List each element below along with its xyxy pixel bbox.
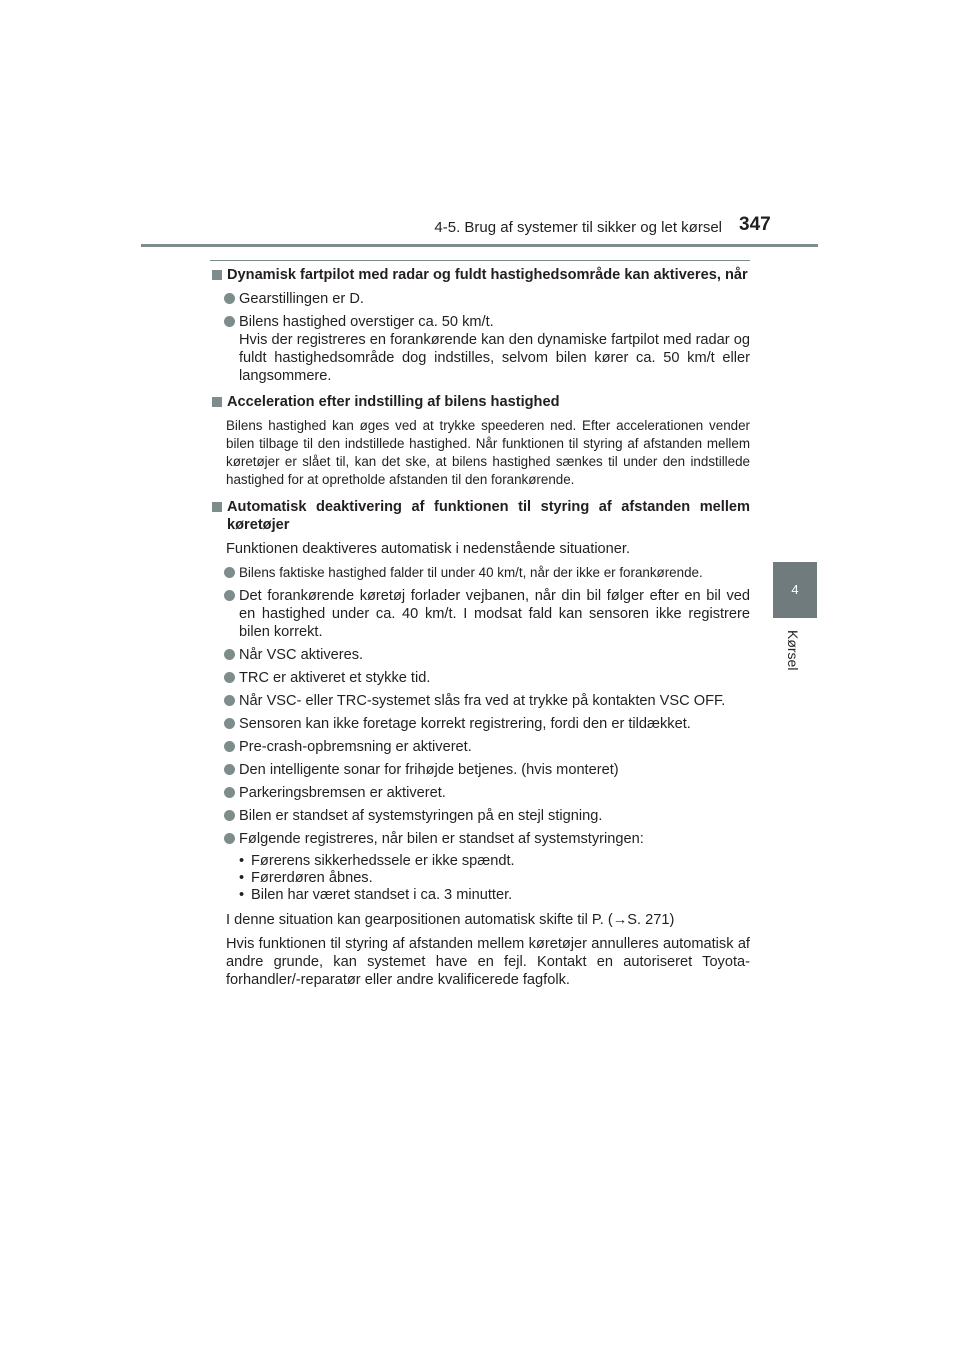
- circle-bullet-icon: [224, 833, 235, 844]
- list-item: Når VSC aktiveres.: [210, 646, 750, 664]
- circle-bullet-icon: [224, 787, 235, 798]
- closing-paragraph: Hvis funktionen til styring af afstanden mellem køretøjer annulleres automatisk af andre grunde, kan systemet have en fejl. Kontakt en autoriseret Toyota-forhandler/-reparatør eller andre kvalificerede fagfolk.: [226, 936, 750, 988]
- dot-marker-icon: •: [239, 853, 245, 869]
- section-heading: Acceleration efter indstilling af bilens hastighed: [210, 393, 750, 411]
- page-content: [210, 266, 750, 995]
- list-item: Når VSC- eller TRC-systemet slås fra ved at trykke på kontakten VSC OFF.: [210, 692, 750, 710]
- circle-bullet-icon: [224, 695, 235, 706]
- section-paragraph: Bilens hastighed kan øges ved at trykke speederen ned. Efter accelerationen vender bilen tilbage til den indstillede hastighed. Når funktionen til styring af afstanden mellem køretøjer er slået til, kan det ske, at bilens hastighed sænkes til under den indstillede hastighed for at opretholde afstanden til den forankørende.: [226, 418, 750, 487]
- section-intro: Funktionen deaktiveres automatisk i nedenstående situationer.: [226, 541, 631, 557]
- dot-marker-icon: •: [239, 887, 245, 903]
- circle-bullet-icon: [224, 316, 235, 327]
- circle-bullet-icon: [224, 293, 235, 304]
- square-bullet-icon: [212, 502, 222, 512]
- sub-list-item: • Bilen har været standset i ca. 3 minutter.: [239, 887, 513, 903]
- list-item: TRC er aktiveret et stykke tid.: [210, 669, 750, 687]
- closing-paragraph: I denne situation kan gearpositionen automatisk skifte til P. (→S. 271): [226, 912, 675, 928]
- list-item: Det forankørende køretøj forlader vejbanen, når din bil følger efter en bil ved en hastighed under ca. 40 km/t. I modsat fald kan sensoren ikke registrere bilen korrekt.: [210, 587, 750, 641]
- sub-list-item: • Førerens sikkerhedssele er ikke spændt.: [239, 853, 515, 869]
- circle-bullet-icon: [224, 672, 235, 683]
- circle-bullet-icon: [224, 741, 235, 752]
- list-item: Følgende registreres, når bilen er standset af systemstyringen:: [210, 830, 750, 848]
- content-divider: [210, 260, 750, 261]
- list-item: Bilens faktiske hastighed falder til under 40 km/t, når der ikke er forankørende.: [210, 564, 750, 582]
- list-item: Den intelligente sonar for frihøjde betjenes. (hvis monteret): [210, 761, 750, 779]
- circle-bullet-icon: [224, 718, 235, 729]
- sub-list-item: • Førerdøren åbnes.: [239, 870, 373, 886]
- page-number: 347: [739, 214, 771, 235]
- header-section-title: 4-5. Brug af systemer til sikker og let kørsel: [434, 219, 722, 236]
- chapter-label: Kørsel: [785, 630, 801, 671]
- circle-bullet-icon: [224, 649, 235, 660]
- sub-list: [210, 853, 750, 904]
- circle-bullet-icon: [224, 590, 235, 601]
- section-heading: Dynamisk fartpilot med radar og fuldt hastighedsområde kan aktiveres, når: [210, 266, 750, 284]
- square-bullet-icon: [212, 397, 222, 407]
- list-item: Gearstillingen er D.: [210, 290, 750, 308]
- list-item: Pre-crash-opbremsning er aktiveret.: [210, 738, 750, 756]
- square-bullet-icon: [212, 270, 222, 280]
- circle-bullet-icon: [224, 764, 235, 775]
- list-item: Bilens hastighed overstiger ca. 50 km/t. Hvis der registreres en forankørende kan den dynamiske fartpilot med radar og fuldt hastighedsområde dog indstilles, selvom bilen kører ca. 50 km/t eller langsommere.: [210, 313, 750, 385]
- list-item: Bilen er standset af systemstyringen på en stejl stigning.: [210, 807, 750, 825]
- chapter-tab: 4: [773, 562, 817, 618]
- list-item: Sensoren kan ikke foretage korrekt registrering, fordi den er tildækket.: [210, 715, 750, 733]
- list-item: Parkeringsbremsen er aktiveret.: [210, 784, 750, 802]
- circle-bullet-icon: [224, 810, 235, 821]
- header-divider: [141, 244, 818, 247]
- section-heading: Automatisk deaktivering af funktionen til styring af afstanden mellem køretøjer: [210, 498, 750, 534]
- dot-marker-icon: •: [239, 870, 245, 886]
- circle-bullet-icon: [224, 567, 235, 578]
